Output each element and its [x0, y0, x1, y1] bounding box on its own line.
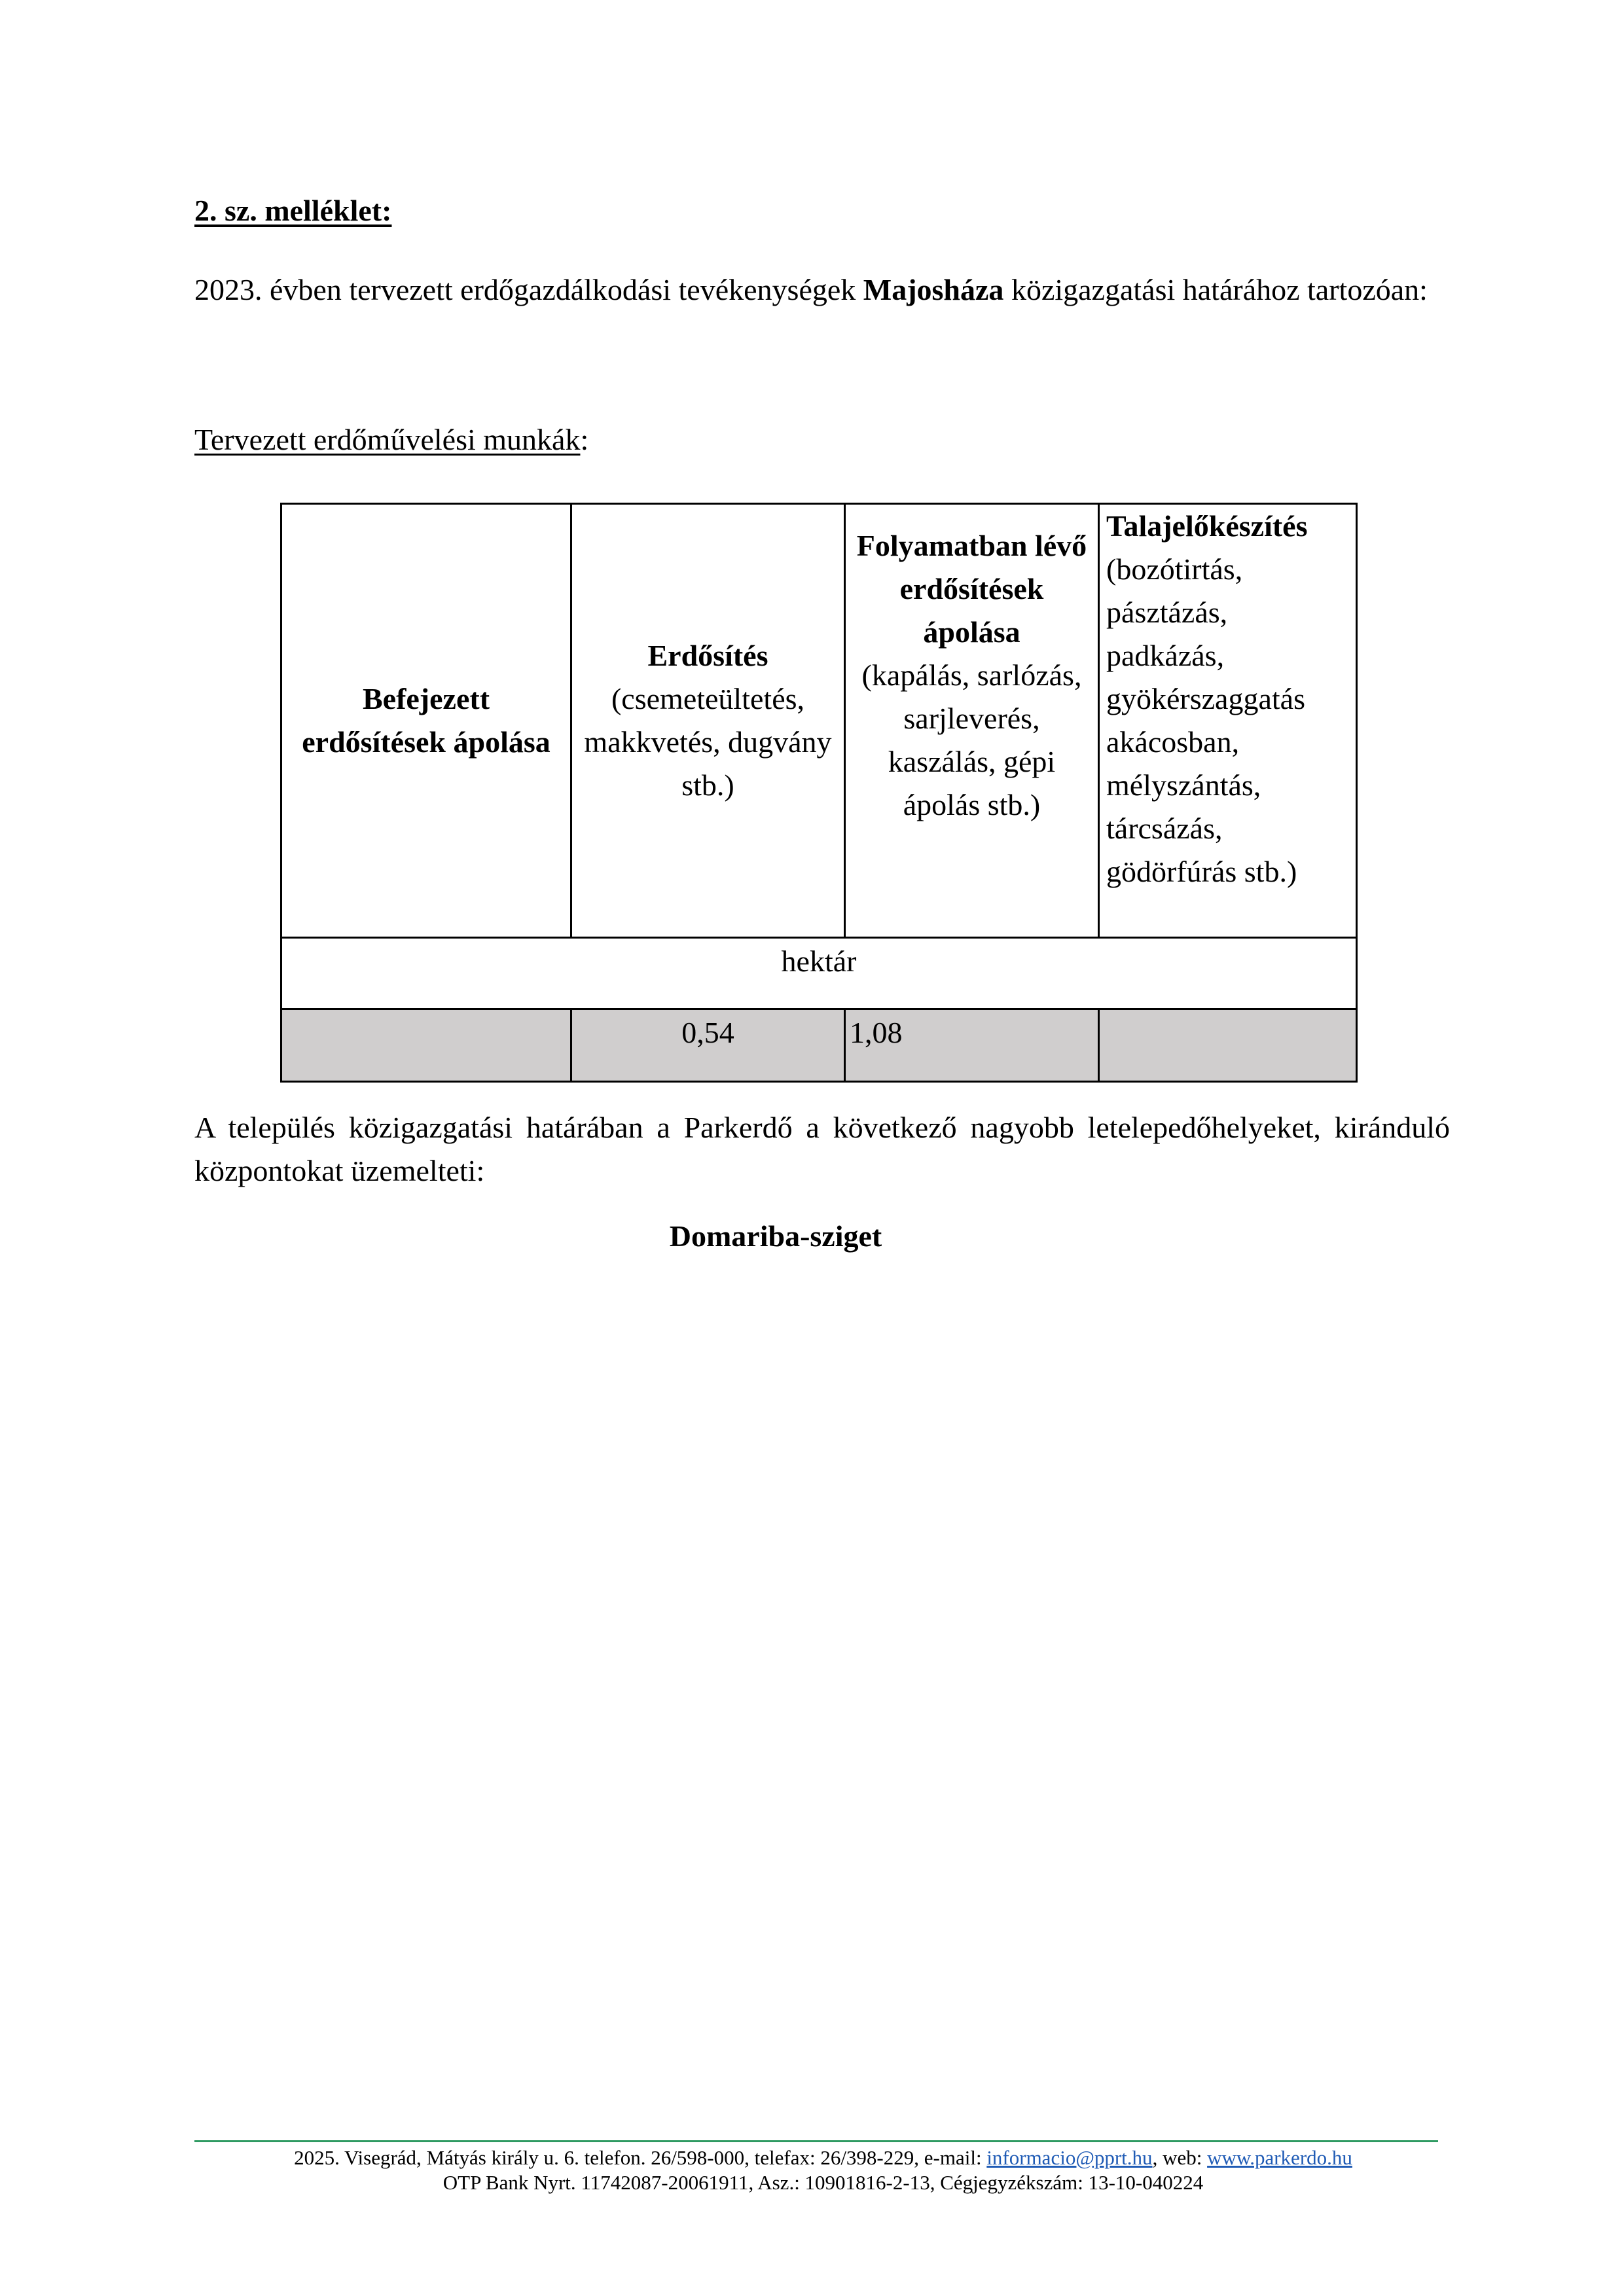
facility-name: Domariba-sziget [669, 1219, 882, 1253]
table-row [281, 1009, 1357, 1082]
intro-paragraph [194, 268, 1450, 312]
section-title-colon: : [580, 423, 589, 456]
column-header-title: Talajelőkészítés [1106, 509, 1308, 543]
table-header-row [281, 504, 1357, 938]
unit-label: hektár [281, 938, 1357, 1009]
column-header-title: Folyamatban lévő erdősítések ápolása [856, 529, 1087, 649]
email-link[interactable]: informacio@pprt.hu [986, 2146, 1153, 2169]
column-header-soil-preparation [1099, 504, 1357, 938]
footer-divider [194, 2140, 1438, 2142]
facilities-paragraph: A település közigazgatási határában a Parkerdő a következő nagyobb letelepedőhelyeket, kiránduló központokat üzemelteti: [194, 1111, 1450, 1187]
column-header-ongoing-care [845, 504, 1099, 938]
intro-text-after: közigazgatási határához tartozóan: [1003, 273, 1428, 306]
planned-works-table [280, 503, 1358, 1083]
table-unit-row [281, 938, 1357, 1009]
intro-text-before: 2023. évben tervezett erdőgazdálkodási tevékenységek [194, 273, 863, 306]
footer [183, 2145, 1463, 2195]
website-link[interactable]: www.parkerdo.hu [1207, 2146, 1352, 2169]
footer-address: 2025. Visegrád, Mátyás király u. 6. telefon. 26/598-000, telefax: 26/398-229, e-mail: [294, 2146, 987, 2169]
municipality-name: Majosháza [863, 273, 1004, 306]
column-header-detail: (csemeteültetés, makkvetés, dugvány stb.) [584, 682, 832, 802]
annex-heading: 2. sz. melléklet: [194, 194, 392, 227]
column-header-title: Erdősítés [647, 639, 768, 672]
column-header-title: Befejezett erdősítések ápolása [302, 682, 550, 759]
column-header-detail: (bozótirtás, pásztázás, padkázás, gyökérszaggatás akácosban, mélyszántás, tárcsázás, gödörfúrás stb.) [1106, 552, 1305, 888]
column-header-detail: (kapálás, sarlózás, sarjleverés, kaszálás, gépi ápolás stb.) [861, 658, 1082, 821]
value-ongoing-care: 1,08 [845, 1009, 1099, 1082]
section-title [194, 422, 588, 457]
value-completed-care [281, 1009, 571, 1082]
footer-web-label: , web: [1152, 2146, 1208, 2169]
value-soil-preparation [1099, 1009, 1357, 1082]
footer-line-2: OTP Bank Nyrt. 11742087-20061911, Asz.: 10901816-2-13, Cégjegyzékszám: 13-10-040224 [442, 2171, 1204, 2194]
value-afforestation: 0,54 [571, 1009, 845, 1082]
column-header-completed-care [281, 504, 571, 938]
column-header-afforestation [571, 504, 845, 938]
section-title-text: Tervezett erdőművelési munkák [194, 423, 581, 456]
footer-line-1 [183, 2145, 1463, 2170]
